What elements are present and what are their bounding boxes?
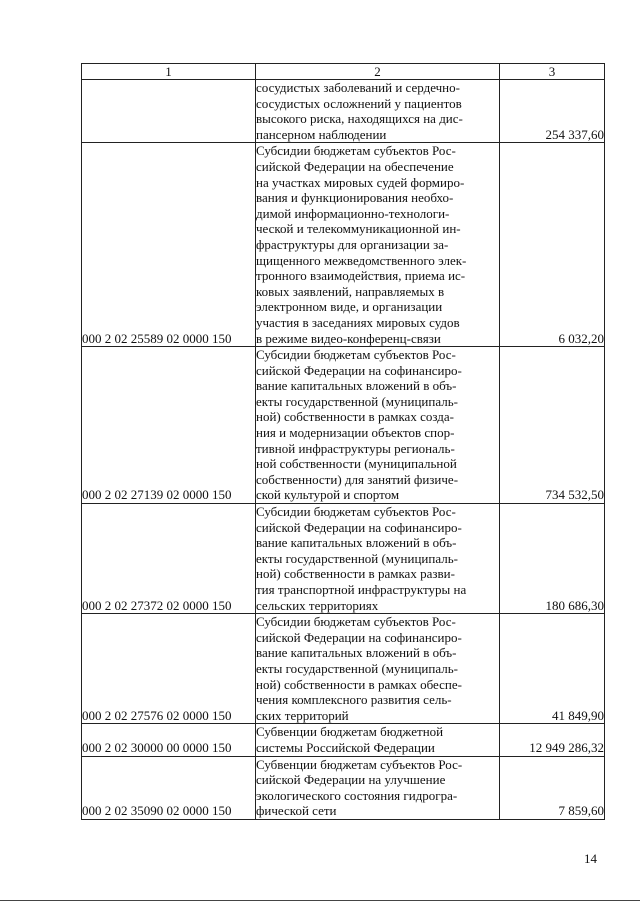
description-line: Субсидии бюджетам субъектов Рос- (256, 614, 456, 630)
description-cell (256, 504, 500, 614)
revenue-code-cell (82, 80, 256, 143)
page-number: 14 (584, 851, 597, 866)
description-line: собственности) для занятий физиче- (256, 471, 459, 487)
table-row (82, 80, 605, 143)
table-row (82, 756, 605, 819)
amount-cell: 12 949 286,32 (500, 724, 605, 756)
amount-cell: 7 859,60 (500, 756, 605, 819)
description-line: в режиме видео-конференц-связи (256, 330, 441, 346)
amount-cell: 180 686,30 (500, 504, 605, 614)
description-line: сосудистых осложнений у пациентов (256, 95, 462, 111)
description-line: димой информационно-технологи- (256, 205, 450, 221)
budget-revenue-table (81, 63, 605, 820)
description-line: электронном виде, и организации (256, 299, 443, 315)
column-header-1: 1 (82, 64, 256, 80)
revenue-code-cell: 000 2 02 27576 02 0000 150 (82, 614, 256, 724)
description-line: фической сети (256, 803, 337, 819)
amount-cell: 41 849,90 (500, 614, 605, 724)
description-line: пансерном наблюдении (256, 126, 387, 142)
bottom-rule (0, 900, 640, 901)
description-line: вание капитальных вложений в объ- (256, 378, 457, 394)
revenue-code-cell: 000 2 02 30000 00 0000 150 (82, 724, 256, 756)
description-line: щищенного межведомственного элек- (256, 252, 467, 268)
description-line: Субсидии бюджетам субъектов Рос- (256, 143, 456, 159)
description-line: ной собственности (муниципальной (256, 456, 457, 472)
description-line: ной) собственности в рамках созда- (256, 409, 454, 425)
table-row (82, 347, 605, 504)
description-line: тивной инфраструктуры региональ- (256, 440, 455, 456)
description-line: сийской Федерации на софинансиро- (256, 629, 462, 645)
amount-cell: 6 032,20 (500, 143, 605, 347)
table-body (82, 80, 605, 820)
description-line: чения комплексного развития сель- (256, 692, 452, 708)
description-line: сийской Федерации на софинансиро- (256, 362, 462, 378)
column-header-3: 3 (500, 64, 605, 80)
amount-cell: 734 532,50 (500, 347, 605, 504)
description-cell (256, 80, 500, 143)
table-row (82, 504, 605, 614)
description-line: тия транспортной инфраструктуры на (256, 582, 467, 597)
description-line: Субвенции бюджетам бюджетной (256, 724, 444, 740)
description-line: фраструктуры для организации за- (256, 236, 449, 252)
description-line: сийской Федерации на улучшение (256, 772, 446, 788)
description-line: екты государственной (муниципаль- (256, 393, 458, 409)
description-cell (256, 756, 500, 819)
amount-cell: 254 337,60 (500, 80, 605, 143)
table-row (82, 724, 605, 756)
description-line: ских территорий (256, 707, 349, 723)
description-line: екты государственной (муниципаль- (256, 660, 458, 676)
description-line: Субсидии бюджетам субъектов Рос- (256, 504, 456, 520)
description-line: сийской Федерации на софинансиро- (256, 519, 462, 535)
description-line: высокого риска, находящихся на дис- (256, 111, 463, 127)
description-line: вание капитальных вложений в объ- (256, 535, 457, 551)
column-header-2: 2 (256, 64, 500, 80)
description-cell (256, 614, 500, 724)
description-line: тронного взаимодействия, приема ис- (256, 268, 466, 284)
description-line: вание капитальных вложений в объ- (256, 645, 457, 661)
revenue-code-cell: 000 2 02 35090 02 0000 150 (82, 756, 256, 819)
description-line: сосудистых заболеваний и сердечно- (256, 80, 460, 95)
description-line: екты государственной (муниципаль- (256, 550, 458, 566)
table-row (82, 614, 605, 724)
description-line: ния и модернизации объектов спор- (256, 425, 455, 441)
description-line: ческой и телекоммуникационной ин- (256, 221, 461, 237)
revenue-code-cell: 000 2 02 27372 02 0000 150 (82, 504, 256, 614)
description-line: экологического состояния гидрогра- (256, 787, 458, 803)
description-line: ской культурой и спортом (256, 487, 400, 503)
description-line: сийской Федерации на обеспечение (256, 158, 454, 174)
description-line: Субвенции бюджетам субъектов Рос- (256, 756, 463, 772)
description-line: ной) собственности в рамках разви- (256, 566, 455, 582)
description-line: системы Российской Федерации (256, 739, 435, 755)
description-line: участия в заседаниях мировых судов (256, 314, 460, 330)
revenue-code-cell: 000 2 02 27139 02 0000 150 (82, 347, 256, 504)
table-row (82, 143, 605, 347)
description-line: на участках мировых судей формиро- (256, 174, 465, 190)
description-cell (256, 347, 500, 504)
description-line: Субсидии бюджетам субъектов Рос- (256, 347, 456, 363)
description-cell (256, 143, 500, 347)
description-cell (256, 724, 500, 756)
description-line: ковых заявлений, направляемых в (256, 283, 445, 299)
revenue-code-cell: 000 2 02 25589 02 0000 150 (82, 143, 256, 347)
description-line: сельских территориях (256, 597, 379, 613)
description-line: вания и функционирования необхо- (256, 190, 454, 206)
table-header-row (82, 64, 605, 80)
description-line: ной) собственности в рамках обеспе- (256, 676, 462, 692)
